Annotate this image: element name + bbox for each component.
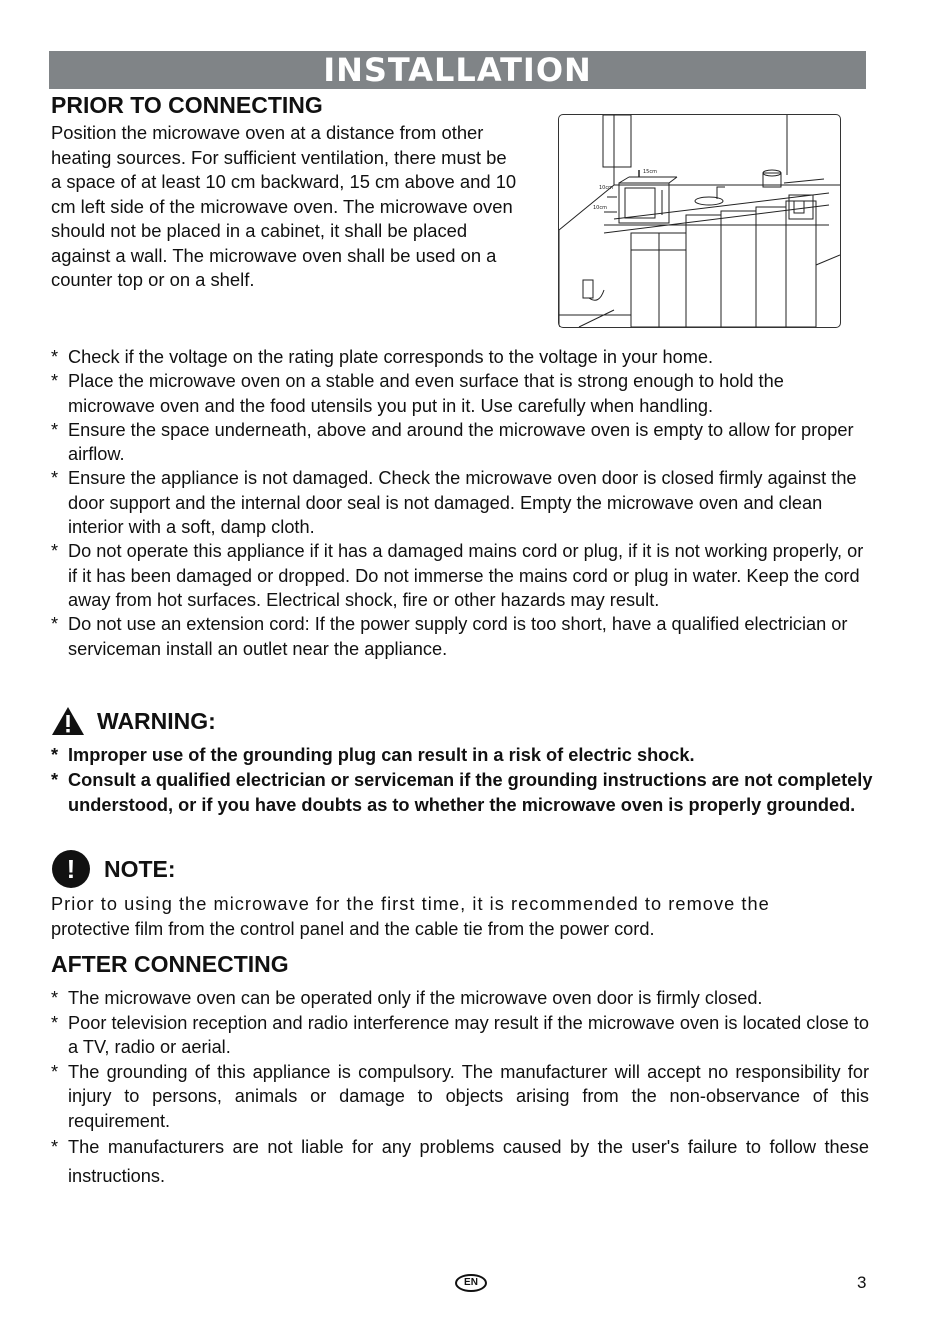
bullet-star: * [51,745,59,765]
note-heading [52,850,176,888]
list-item: * Check if the voltage on the rating plate corresponds to the voltage in your home. [51,345,871,369]
list-item: * The grounding of this appliance is compulsory. The manufacturer will accept no responsibility for injury to persons, animals or damage to objects arising from the non-observance of this requirement. [51,1061,869,1131]
exclamation-icon: ! [52,850,90,888]
bullet-star: * [51,1137,59,1157]
bullet-star: * [51,347,59,367]
bullet-star: * [51,371,59,392]
page-number: 3 [857,1273,867,1292]
prior-heading: PRIOR TO CONNECTING [51,92,323,118]
warning-triangle-icon [51,706,85,736]
prior-bullet-list [51,345,871,661]
bullet-star: * [51,419,59,440]
dimension-label-above: 15cm [643,169,657,175]
note-text: Prior to using the microwave for the first time, it is recommended to remove the protective film from the control panel and the cable tie from the power cord. [51,894,770,939]
kitchen-installation-illustration [558,114,841,328]
warning-bullet-list [51,743,873,818]
warning-label: WARNING: [97,707,216,734]
list-item: * Consult a qualified electrician or serviceman if the grounding instructions are not completely understood, or if you have doubts as to whether the microwave oven is properly grounded. [51,770,873,815]
list-item: * Place the microwave oven on a stable and even surface that is strong enough to hold the microwave oven and the food utensils you put in it. Use carefully when handling. [51,371,784,416]
list-item: * Do not operate this appliance if it has a damaged mains cord or plug, if it is not working properly, or if it has been damaged or dropped. Do not immerse the mains cord or plug in water. Keep the cord away from hot surfaces. Electrical shock, fire or other hazards may result. [51,541,864,610]
bullet-star: * [51,770,59,790]
after-heading: AFTER CONNECTING [51,951,289,977]
bullet-star: * [51,988,59,1008]
list-item: * The microwave oven can be operated only if the microwave oven door is firmly closed. [51,986,869,1011]
dimension-label-back: 10cm [599,185,613,191]
list-item: * Poor television reception and radio interference may result if the microwave oven is located close to a TV, radio or aerial. [51,1012,869,1057]
dimension-label-left: 10cm [593,205,607,211]
prior-intro-text: Position the microwave oven at a distance from other heating sources. For sufficient ventilation, there must be a space of at least 10 cm backward, 15 cm above and 10 cm left side of the microwave oven. The microwave oven should not be placed in a cabinet, it shall be placed against a wall. The microwave oven shall be used on a counter top or on a shelf. [51,122,517,290]
list-item: * Ensure the space underneath, above and around the microwave oven is empty to allow for proper airflow. [51,419,854,465]
note-label: NOTE: [104,855,176,882]
list-item: * Ensure the appliance is not damaged. Check the microwave oven door is closed firmly against the door support and the internal door seal is not damaged. Empty the microwave oven and clean interior with a soft, damp cloth. [51,468,857,538]
language-badge: EN [455,1274,487,1292]
kitchen-drawing [559,115,840,327]
after-bullet-list [51,986,869,1191]
list-item: * The manufacturers are not liable for any problems caused by the user's failure to follow these instructions. [51,1133,869,1191]
section-banner: INSTALLATION [49,51,866,89]
list-item: * Improper use of the grounding plug can result in a risk of electric shock. [51,743,873,768]
bullet-star: * [51,1061,59,1082]
bullet-star: * [51,1012,59,1033]
bullet-star: * [51,614,59,635]
warning-heading [51,705,216,737]
bullet-star: * [51,541,59,562]
bullet-star: * [51,468,59,489]
list-item: * Do not use an extension cord: If the power supply cord is too short, have a qualified electrician or serviceman install an outlet near the appliance. [51,614,848,659]
